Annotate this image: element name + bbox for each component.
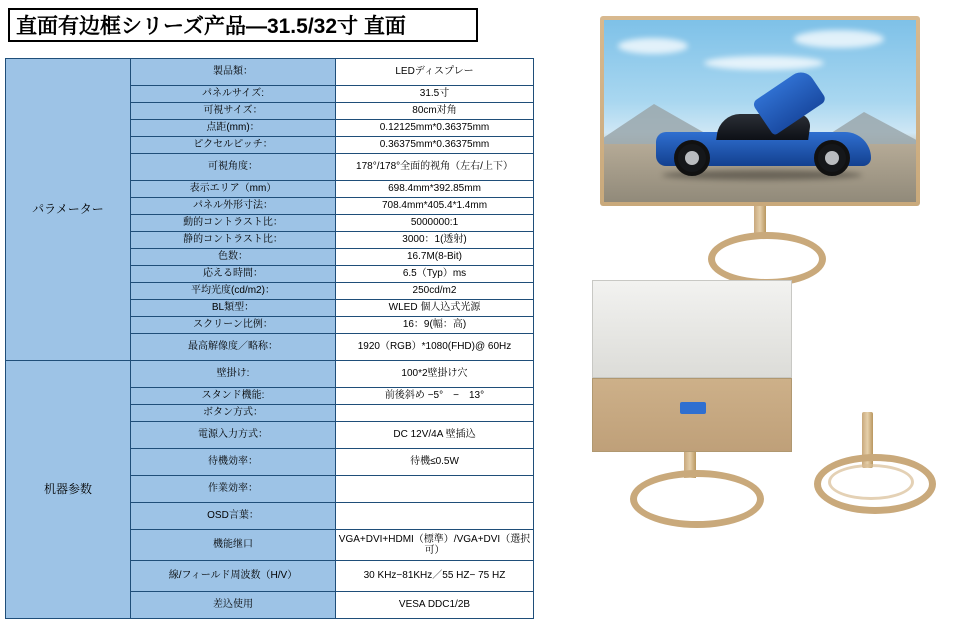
row-value: 0.12125mm*0.36375mm	[336, 120, 534, 137]
car-wheel	[814, 140, 850, 176]
row-label: 差込使用	[131, 592, 336, 619]
row-label: 平均光度(cd/m2)：	[131, 283, 336, 300]
stand-ring-inner	[828, 464, 914, 500]
row-label: パネル外形寸法：	[131, 198, 336, 215]
row-label: 表示エリア（mm）	[131, 181, 336, 198]
monitor-ring-base	[630, 470, 764, 528]
row-label: 機能继口	[131, 530, 336, 561]
cloud-shape	[794, 30, 884, 48]
row-value: 30 KHz−81KHz／55 HZ− 75 HZ	[336, 561, 534, 592]
row-label: 最高解像度／略称：	[131, 334, 336, 361]
row-value: 16：9(幅：高)	[336, 317, 534, 334]
specification-table	[5, 58, 534, 619]
row-label: BL類型：	[131, 300, 336, 317]
row-label: 可視角度：	[131, 154, 336, 181]
stand-photo	[808, 412, 928, 522]
page-title-box	[8, 8, 478, 42]
row-value	[336, 476, 534, 503]
row-label: スタンド機能:	[131, 388, 336, 405]
row-label: パネルサイズ:	[131, 86, 336, 103]
row-label: 製品類：	[131, 59, 336, 86]
row-value: VGA+DVI+HDMI（標準）/VGA+DVI（選択可）	[336, 530, 534, 561]
row-label: 動的コントラスト比：	[131, 215, 336, 232]
row-value: 1920（RGB）*1080(FHD)@ 60Hz	[336, 334, 534, 361]
row-value	[336, 405, 534, 422]
front-monitor-photo	[600, 16, 920, 266]
monitor-bezel	[600, 16, 920, 206]
row-value: 80cm对角	[336, 103, 534, 120]
row-label: 作業効率：	[131, 476, 336, 503]
row-value: LEDディスプレー	[336, 59, 534, 86]
row-value: 0.36375mm*0.36375mm	[336, 137, 534, 154]
row-label: 色数：	[131, 249, 336, 266]
row-label: 応える時間：	[131, 266, 336, 283]
row-label: 壁掛け:	[131, 361, 336, 388]
row-value: 31.5寸	[336, 86, 534, 103]
row-label: 点距(mm)：	[131, 120, 336, 137]
sports-car-illustration	[656, 98, 871, 176]
monitor-ring-base	[708, 232, 826, 286]
row-value: 178°/178°全面的视角（左右/上下）	[336, 154, 534, 181]
row-value: 前後斜め −5° − 13°	[336, 388, 534, 405]
row-value: 5000000:1	[336, 215, 534, 232]
product-photo-area	[560, 8, 960, 540]
row-label: ピクセルピッチ：	[131, 137, 336, 154]
page-title: 直面有边框シリーズ产品—31.5/32寸 直面	[16, 15, 406, 38]
row-value: DC 12V/4A 壁插込	[336, 422, 534, 449]
row-label: 静的コントラスト比：	[131, 232, 336, 249]
row-label: 電源入力方式：	[131, 422, 336, 449]
cloud-shape	[704, 56, 824, 70]
row-value: 6.5（Typ）ms	[336, 266, 534, 283]
monitor-back-upper-panel	[592, 280, 792, 378]
table-body	[6, 59, 534, 619]
row-value: 3000：1(透射)	[336, 232, 534, 249]
row-value: 250cd/m2	[336, 283, 534, 300]
row-label: ボタン方式：	[131, 405, 336, 422]
row-label: 待機効率：	[131, 449, 336, 476]
table-row	[6, 59, 534, 86]
row-value	[336, 503, 534, 530]
row-value: 698.4mm*392.85mm	[336, 181, 534, 198]
row-label: OSD言葉：	[131, 503, 336, 530]
row-value: 待機≤0.5W	[336, 449, 534, 476]
car-wheel	[674, 140, 710, 176]
table-row	[6, 361, 534, 388]
screen-wallpaper-image	[604, 20, 916, 202]
row-value: 16.7M(8-Bit)	[336, 249, 534, 266]
monitor-back-lower-panel	[592, 378, 792, 452]
row-label: 線/フィールド周波数（H/V）	[131, 561, 336, 592]
row-label: スクリーン比例：	[131, 317, 336, 334]
row-label: 可視サイズ：	[131, 103, 336, 120]
cloud-shape	[618, 38, 688, 54]
row-value: WLED 個人込式光源	[336, 300, 534, 317]
rear-monitor-photo	[592, 280, 792, 470]
brand-logo-icon	[680, 402, 706, 414]
row-value: VESA DDC1/2B	[336, 592, 534, 619]
row-value: 100*2壁掛け穴	[336, 361, 534, 388]
group-label-parameters: パラメーター	[6, 59, 131, 361]
group-label-device: 机器参数	[6, 361, 131, 619]
row-value: 708.4mm*405.4*1.4mm	[336, 198, 534, 215]
